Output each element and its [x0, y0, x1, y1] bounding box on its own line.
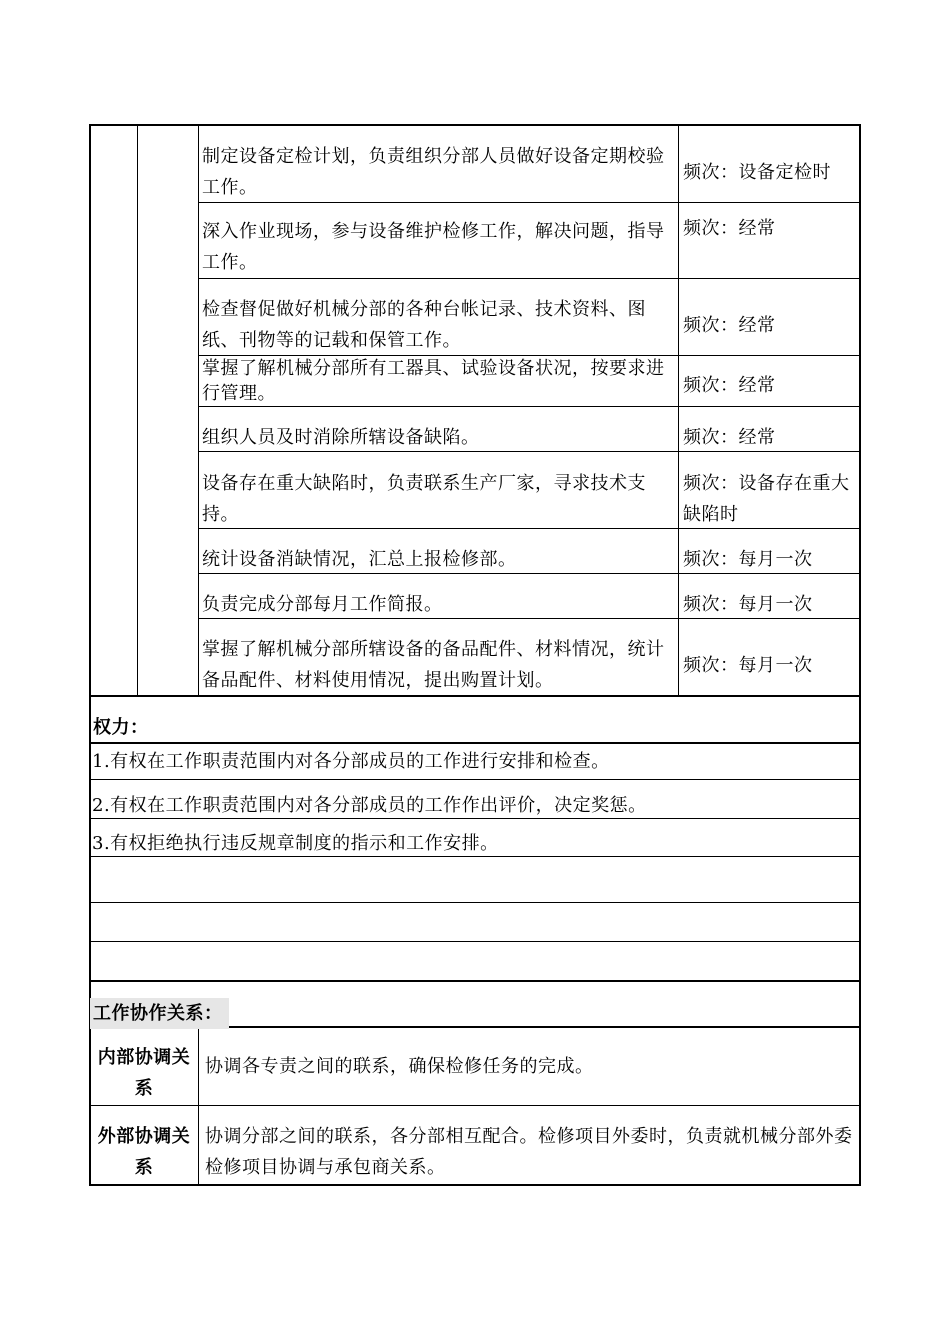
external-coordination-label: 外部协调关系 — [97, 1126, 191, 1178]
duty-text: 掌握了解机械分部所辖设备的备品配件、材料情况，统计备品配件、材料使用情况，提出购置计划。 — [202, 639, 665, 691]
duty-frequency: 频次：经常 — [683, 217, 776, 239]
divider-h — [89, 779, 861, 780]
duty-text: 掌握了解机械分部所有工器具、试验设备状况，按要求进行管理。 — [202, 358, 665, 404]
authority-item: 3.有权拒绝执行违反规章制度的指示和工作安排。 — [92, 833, 499, 854]
duty-frequency: 频次：经常 — [683, 426, 776, 448]
authority-item: 2.有权在工作职责范围内对各分部成员的工作作出评价，决定奖惩。 — [92, 795, 647, 816]
divider-h — [89, 941, 861, 942]
divider-h — [89, 902, 861, 903]
authority-heading: 权力： — [93, 717, 149, 738]
divider-v — [678, 124, 679, 696]
duty-frequency: 频次：每月一次 — [683, 594, 813, 615]
duty-text: 统计设备消缺情况，汇总上报检修部。 — [202, 549, 517, 570]
cooperation-heading — [90, 1000, 229, 1026]
divider-h — [199, 278, 859, 279]
duty-frequency: 频次：经常 — [683, 314, 776, 336]
internal-coordination-text: 协调各专责之间的联系，确保检修任务的完成。 — [205, 1056, 594, 1077]
duty-text: 负责完成分部每月工作简报。 — [202, 594, 443, 615]
duty-text: 设备存在重大缺陷时，负责联系生产厂家，寻求技术支持。 — [202, 473, 646, 525]
duty-frequency: 频次：设备定检时 — [683, 161, 831, 183]
duty-text: 检查督促做好机械分部的各种台帐记录、技术资料、图纸、刊物等的记载和保管工作。 — [202, 299, 646, 351]
external-coordination-text: 协调分部之间的联系，各分部相互配合。检修项目外委时，负责就机械分部外委检修项目协调与承包商关系。 — [205, 1126, 853, 1178]
duty-frequency: 频次：经常 — [683, 374, 776, 396]
cooperation-heading-text: 工作协作关系： — [90, 998, 229, 1029]
duty-frequency: 频次：每月一次 — [683, 549, 813, 570]
duty-text: 制定设备定检计划，负责组织分部人员做好设备定期校验工作。 — [202, 146, 665, 198]
job-description-table — [89, 124, 861, 1186]
table-border-top — [89, 124, 861, 126]
internal-coordination-label: 内部协调关系 — [97, 1047, 191, 1099]
divider-h — [89, 980, 861, 982]
duty-text: 组织人员及时消除所辖设备缺陷。 — [202, 426, 480, 448]
table-border-bottom — [89, 1184, 861, 1186]
duty-frequency: 频次：设备存在重大缺陷时 — [683, 473, 850, 525]
authority-item: 1.有权在工作职责范围内对各分部成员的工作进行安排和检查。 — [92, 751, 610, 772]
divider-v — [137, 124, 138, 696]
duty-text: 深入作业现场，参与设备维护检修工作，解决问题，指导工作。 — [202, 221, 665, 273]
divider-h — [89, 1105, 861, 1106]
duty-frequency: 频次：每月一次 — [683, 654, 813, 676]
